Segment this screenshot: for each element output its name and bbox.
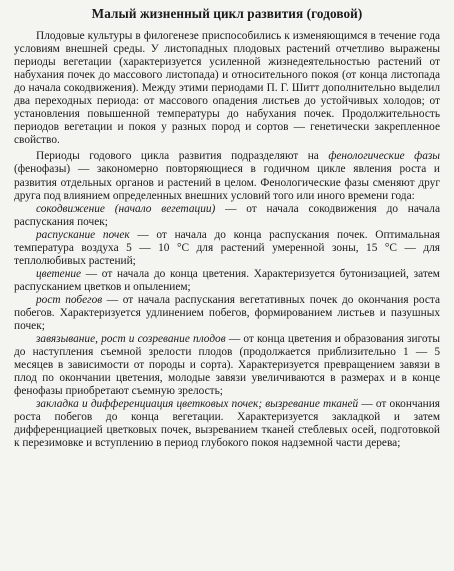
phase-item-shoot-growth [14,294,440,333]
phase-item-flower-bud-differentiation [14,398,440,450]
intro-paragraph: Плодовые культуры в филогенезе приспособились к изменяющимся в течение года условиям внешней среды. У листопадных плодовых растений отчетливо выражены периоды вегетации (характеризуется усиленной жизнедеятельностью растений от набухания почек до массового листопада) и относительного покоя (от конца листопада до начала сокодвижения). Между этими периодами П. Г. Шитт дополнительно выделил два переходных периода: от массового опадения листьев до устойчивых холодов; от установления повышенной температуры до набухания почек. Продолжительность периодов вегетации и покоя у разных пород и сортов — генетически закрепленное свойство. [14,30,440,147]
phase-item-bud-break [14,229,440,268]
paragraph-text-before: Периоды годового цикла развития подразделяют на [36,150,329,163]
phase-item-sap-flow [14,203,440,229]
phase-description: — от начала сокодвижения до начала распускания почек; [14,202,440,228]
phase-item-flowering [14,268,440,294]
section-title: Малый жизненный цикл развития (годовой) [91,6,363,21]
phase-description: — от начала до конца распускания почек. Оптимальная температура воздуха 5 — 10 °С для растений умеренной зоны, 15 °С — для теплолюбивых растений; [14,228,440,267]
phase-description: — от начала распускания вегетативных почек до окончания роста побегов. Характеризуется удлинением побегов, формированием листьев и пазушных почек; [14,293,440,333]
term-phenological-phases: фенологические фазы [328,150,440,163]
phase-term: сокодвижение (начало вегетации) [36,202,216,215]
phase-description: — от конца цветения и образования зиготы до наступления съемной зрелости плодов (продолжается приблизительно 1 — 5 месяцев в зависимости от породы и сорта). Характеризуется превращением завязи в плод по окончании цветения, молодые завязи увеличиваются в размерах и в конце фенофазы приобретают съемную зрелость; [14,333,441,398]
phase-item-fruit-set [14,333,440,398]
phase-term: рост побегов [36,293,103,306]
paragraph-text-after: (фенофазы) — закономерно повторяющиеся в годичном цикле явления роста и развития отдельных органов и растений в целом. Фенологические фазы сменяют друг друга под влиянием определенных внешних условий того или иного времени года: [14,163,440,202]
phenophase-paragraph [14,150,440,202]
phase-description: — от начала до конца цветения. Характеризуется бутонизацией, затем распусканием цветков и опылением; [14,267,440,293]
phase-term: завязывание, рост и созревание плодов [36,333,226,346]
phase-term: распускание почек [36,228,130,241]
phase-term: закладка и дифференциация цветковых почек; вызревание тканей [36,398,359,411]
phase-term: цветение [36,267,82,280]
phase-description: — от окончания роста побегов до конца вегетации. Характеризуется закладкой и затем дифференциацией цветковых почек, вызреванием тканей стеблевых осей, подготовкой к перезимовке и вступлению в период глубокого покоя надземной части дерева; [14,398,440,450]
